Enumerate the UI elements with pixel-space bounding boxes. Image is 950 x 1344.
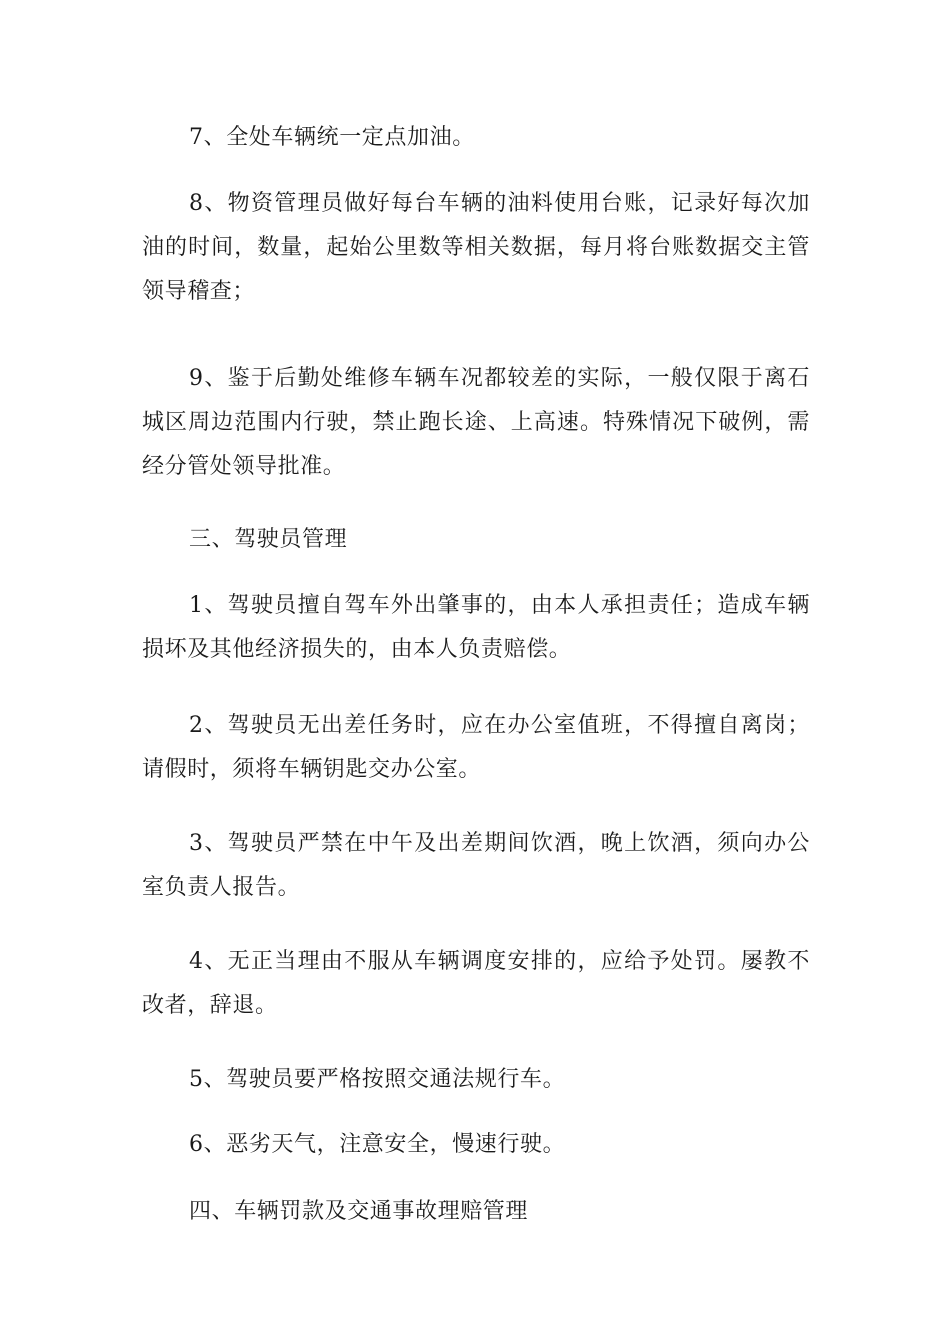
section-heading-driver-management: 三、驾驶员管理 xyxy=(189,527,348,552)
paragraph-driver-item-4: 4、无正当理由不服从车辆调度安排的，应给予处罚。屡教不改者，辞退。 xyxy=(142,949,810,1018)
paragraph-driver-item-3: 3、驾驶员严禁在中午及出差期间饮酒，晚上饮酒，须向办公室负责人报告。 xyxy=(142,831,810,900)
paragraph-item-7-fuel: 7、全处车辆统一定点加油。 xyxy=(189,125,475,150)
paragraph-item-9-driving-range: 9、鉴于后勤处维修车辆车况都较差的实际，一般仅限于离石城区周边范围内行驶，禁止跑长途、上高速。特殊情况下破例，需经分管处领导批准。 xyxy=(142,366,810,479)
paragraph-driver-item-6: 6、恶劣天气，注意安全，慢速行驶。 xyxy=(189,1132,566,1157)
section-heading-fines-accidents: 四、车辆罚款及交通事故理赔管理 xyxy=(189,1199,529,1224)
paragraph-item-8-fuel-ledger: 8、物资管理员做好每台车辆的油料使用台账，记录好每次加油的时间，数量，起始公里数等相关数据，每月将台账数据交主管领导稽查； xyxy=(142,191,810,304)
paragraph-driver-item-5: 5、驾驶员要严格按照交通法规行车。 xyxy=(189,1067,566,1092)
paragraph-driver-item-2: 2、驾驶员无出差任务时，应在办公室值班，不得擅自离岗；请假时，须将车辆钥匙交办公室。 xyxy=(142,713,810,782)
paragraph-driver-item-1: 1、驾驶员擅自驾车外出肇事的，由本人承担责任；造成车辆损坏及其他经济损失的，由本人负责赔偿。 xyxy=(142,593,810,662)
